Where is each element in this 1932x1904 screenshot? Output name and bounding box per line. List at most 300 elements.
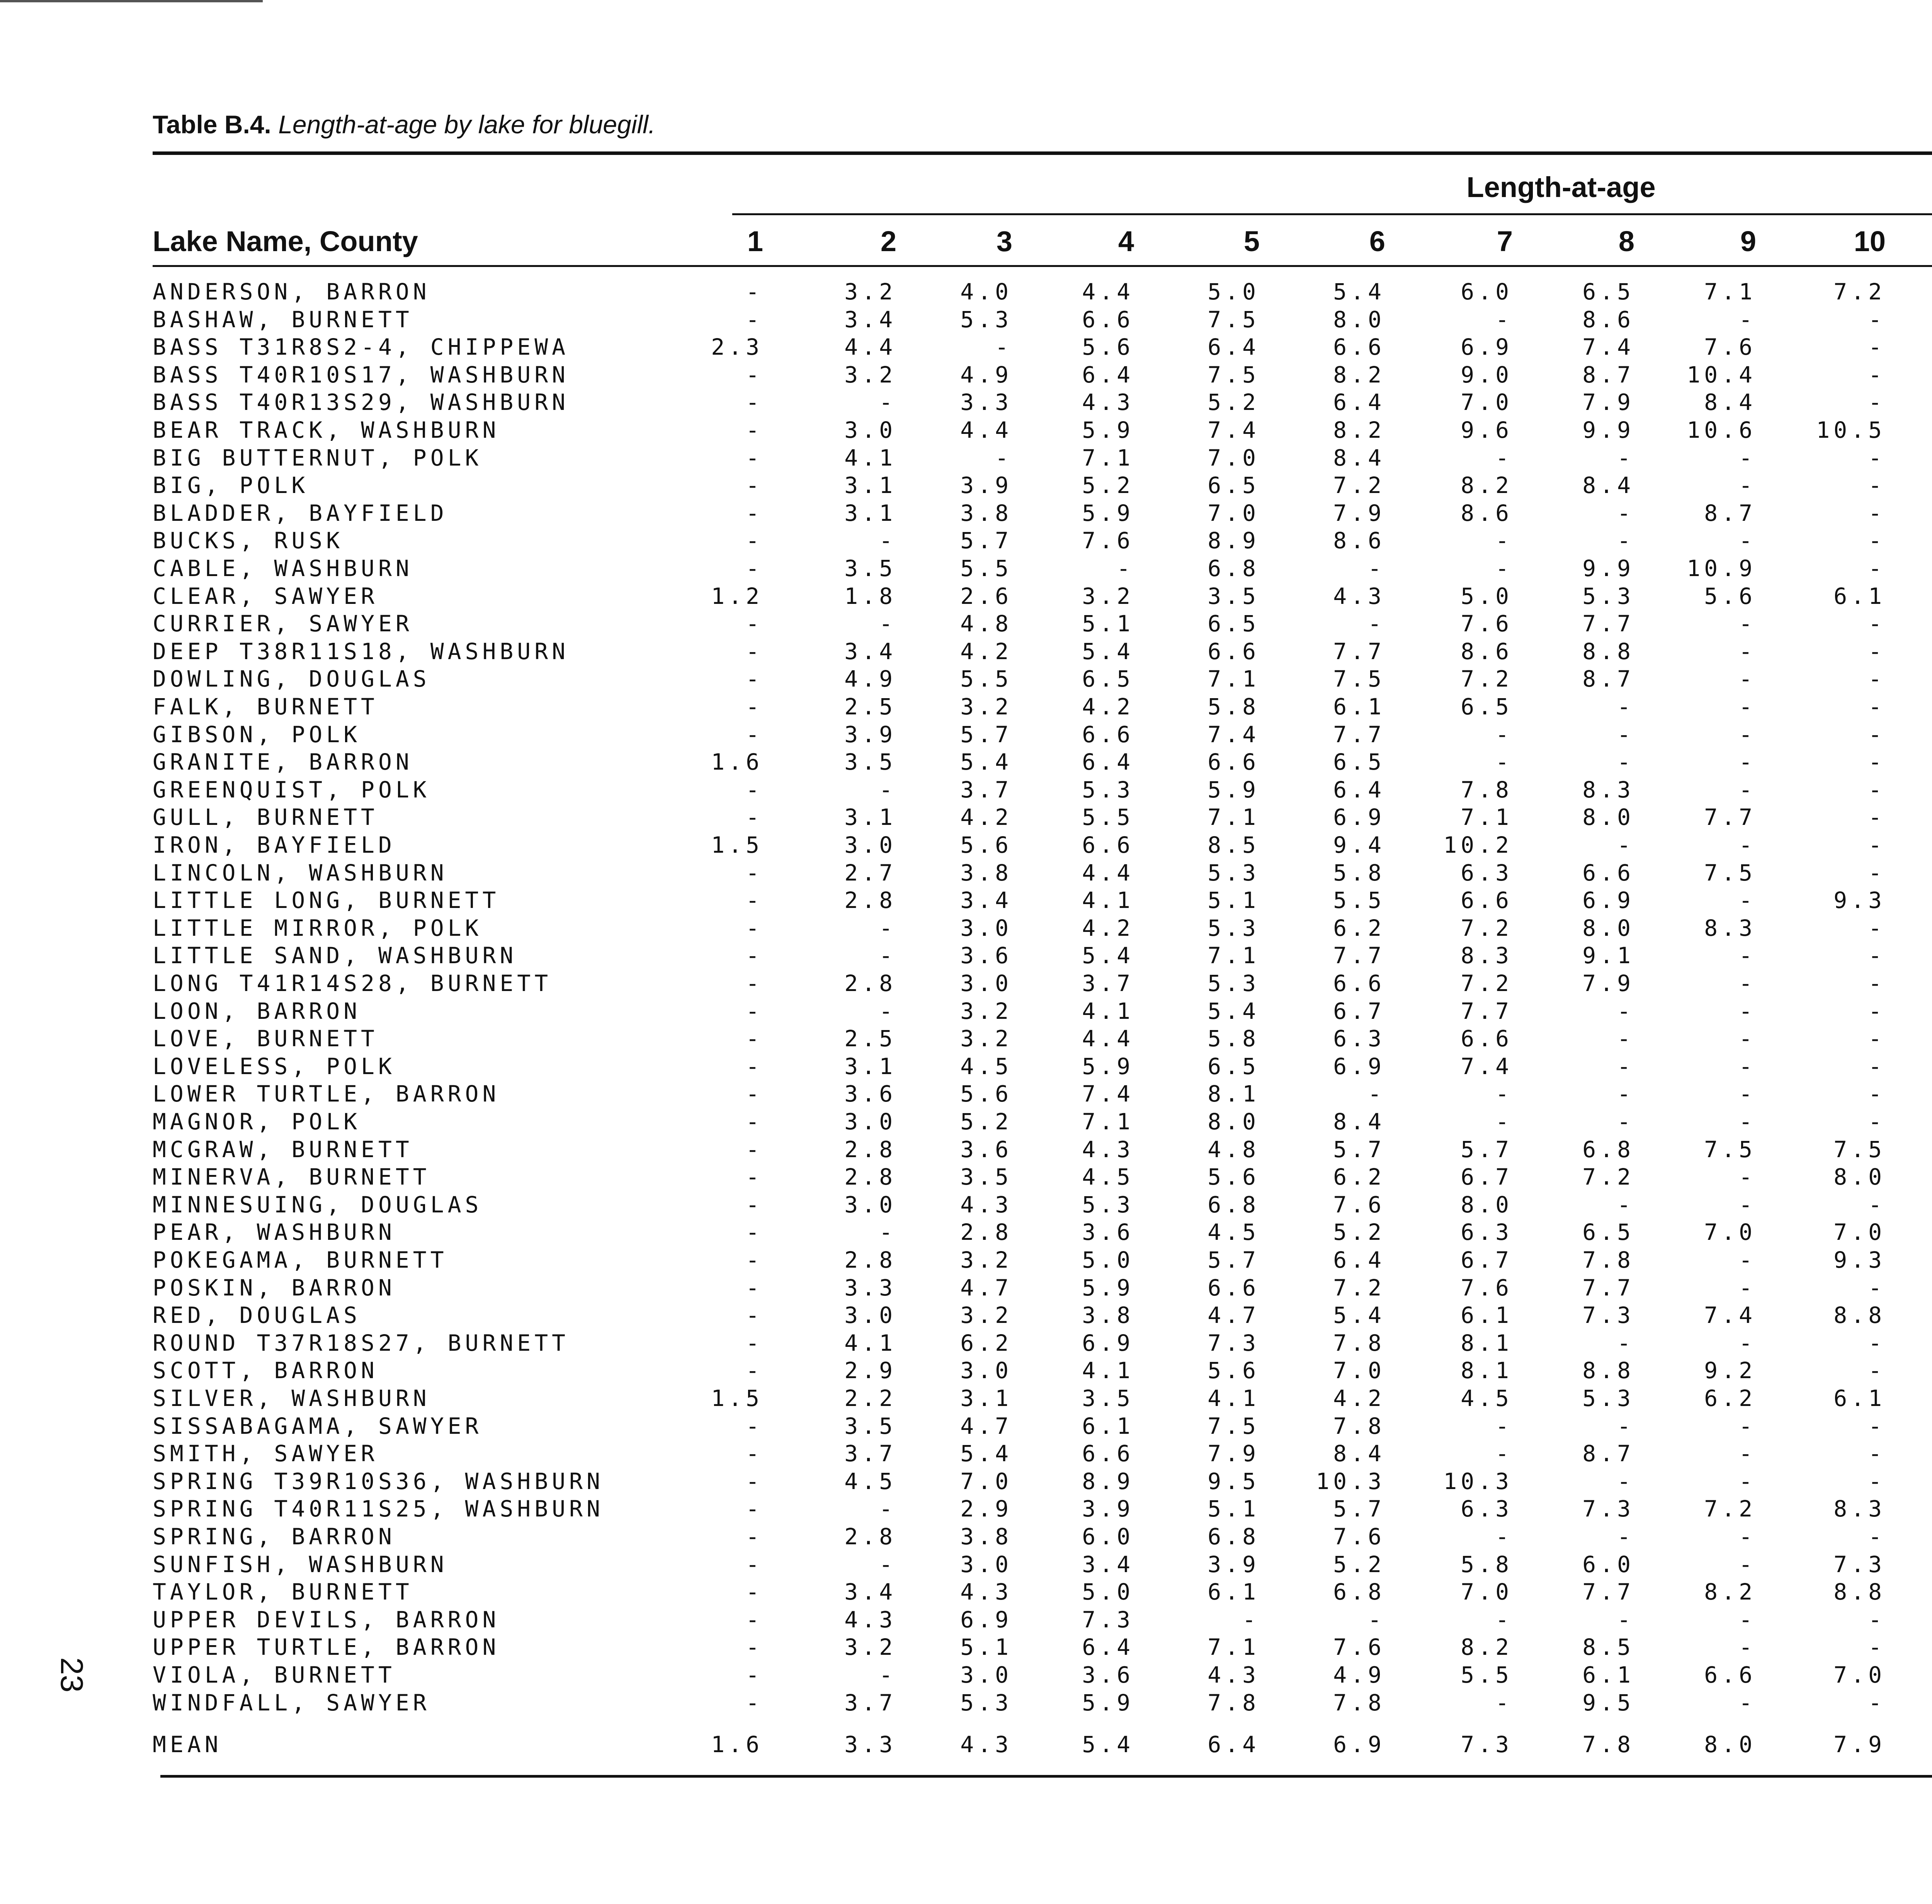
age-10-value: - (1868, 472, 1886, 498)
age-8-value: 8.5 (1582, 1634, 1634, 1660)
age-11-value (1899, 748, 1932, 776)
age-1-value: - (746, 915, 763, 941)
age-11-value (1899, 693, 1932, 721)
age-11-value (1899, 1274, 1932, 1302)
age-10-value: - (1868, 610, 1886, 637)
age-7-value: 9.6 (1461, 417, 1513, 443)
age-9-value: - (1739, 610, 1756, 637)
age-11-value (1899, 1302, 1932, 1329)
age-4-value: 4.4 (1082, 279, 1134, 305)
age-10-value: 6.1 (1833, 1385, 1886, 1411)
age-9-value: - (1739, 472, 1756, 498)
age-3-value: 3.0 (960, 915, 1012, 941)
table-row (0, 1495, 1932, 1523)
age-3-value: 4.9 (960, 362, 1012, 388)
age-8-value: - (1617, 500, 1634, 526)
age-7-value: - (1495, 527, 1513, 554)
age-11-value (1899, 1731, 1932, 1758)
age-2-value: 2.8 (844, 1523, 896, 1550)
age-10-value: - (1868, 749, 1886, 775)
age-7-value: 6.6 (1461, 887, 1513, 913)
age-11-value (1899, 1551, 1932, 1578)
age-8-value: - (1617, 832, 1634, 858)
age-4-value: 3.6 (1082, 1219, 1134, 1245)
age-7-value: 7.2 (1461, 666, 1513, 692)
age-5-value: 5.9 (1208, 777, 1260, 803)
age-2-value: 2.8 (844, 1136, 896, 1163)
age-2-value: 3.6 (844, 1081, 896, 1107)
table-row (0, 333, 1932, 361)
age-3-value: 3.0 (960, 970, 1012, 996)
age-11-value (1899, 278, 1932, 306)
age-10-value: 8.8 (1833, 1579, 1886, 1605)
age-6-value: 6.9 (1333, 1731, 1385, 1758)
age-9-value: 8.7 (1704, 500, 1756, 526)
age-3-value: 5.4 (960, 749, 1012, 775)
age-8-value: 7.7 (1582, 610, 1634, 637)
age-1-value: - (746, 1302, 763, 1328)
age-5-value: 9.5 (1208, 1468, 1260, 1494)
age-4-value: 4.1 (1082, 887, 1134, 913)
table-row (0, 1136, 1932, 1163)
age-4-value: 7.1 (1082, 1108, 1134, 1135)
age-9-value: 8.4 (1704, 389, 1756, 415)
table-row (0, 776, 1932, 804)
age-2-value: 2.8 (844, 1247, 896, 1273)
age-10-value: - (1868, 1468, 1886, 1494)
age-10-value: - (1868, 970, 1886, 996)
table-row (0, 361, 1932, 389)
age-1-value: - (746, 1136, 763, 1163)
age-1-value: - (746, 1192, 763, 1218)
age-7-value: 8.2 (1461, 1634, 1513, 1660)
age-8-value: 8.8 (1582, 638, 1634, 665)
table-row (0, 665, 1932, 693)
table-title: Length-at-age by lake for bluegill. (278, 110, 656, 139)
table-row (0, 915, 1932, 942)
age-1-value: - (746, 1606, 763, 1633)
age-7-value: 6.3 (1461, 1496, 1513, 1522)
age-6-value: 6.3 (1333, 1025, 1385, 1052)
age-4-value: 3.4 (1082, 1551, 1134, 1578)
age-4-value: 6.4 (1082, 362, 1134, 388)
age-3-value: 4.0 (960, 279, 1012, 305)
table-row (0, 278, 1932, 306)
age-5-value: 7.4 (1208, 721, 1260, 748)
age-3-value: 2.8 (960, 1219, 1012, 1245)
age-7-value: 4.5 (1461, 1385, 1513, 1411)
age-6-value: 8.6 (1333, 527, 1385, 554)
age-8-value: 8.6 (1582, 306, 1634, 333)
age-11-value (1899, 1661, 1932, 1689)
age-7-value: 6.6 (1461, 1025, 1513, 1052)
age-7-value: 5.7 (1461, 1136, 1513, 1163)
age-2-value: 3.9 (844, 721, 896, 748)
age-2-value: 2.8 (844, 1164, 896, 1190)
age-9-value: - (1739, 721, 1756, 748)
age-11-value (1899, 1219, 1932, 1246)
lake-name: BIG BUTTERNUT, POLK (153, 445, 483, 471)
age-9-value: 8.0 (1704, 1731, 1756, 1758)
age-4-value: 4.4 (1082, 1025, 1134, 1052)
age-10-value: - (1868, 1440, 1886, 1467)
age-4-value: 8.9 (1082, 1468, 1134, 1494)
lake-name: POSKIN, BARRON (153, 1275, 396, 1301)
age-9-value: - (1739, 887, 1756, 913)
age-header-8: 8 (1618, 225, 1634, 257)
table-row (0, 1468, 1932, 1495)
age-4-value: 3.2 (1082, 583, 1134, 609)
age-4-value: 6.4 (1082, 1634, 1134, 1660)
age-5-value: 5.3 (1208, 860, 1260, 886)
age-1-value: - (746, 1025, 763, 1052)
age-4-value: 5.9 (1082, 500, 1134, 526)
age-6-value: 5.2 (1333, 1219, 1385, 1245)
group-header-rule (732, 213, 1932, 215)
age-2-value: 2.8 (844, 887, 896, 913)
age-8-value: - (1617, 998, 1634, 1024)
age-2-value: 3.0 (844, 417, 896, 443)
age-2-value: 4.1 (844, 1330, 896, 1356)
age-9-value: - (1739, 1551, 1756, 1578)
age-1-value: 1.6 (711, 1731, 763, 1758)
age-4-value: 5.4 (1082, 1731, 1134, 1758)
age-7-value: 9.0 (1461, 362, 1513, 388)
age-8-value: 7.8 (1582, 1731, 1634, 1758)
table-row (0, 1357, 1932, 1384)
age-10-value: - (1868, 306, 1886, 333)
age-3-value: - (995, 334, 1012, 360)
age-10-value: - (1868, 777, 1886, 803)
age-1-value: - (746, 887, 763, 913)
age-11-value (1899, 1246, 1932, 1274)
age-6-value: 6.2 (1333, 1164, 1385, 1190)
age-9-value: 6.6 (1704, 1662, 1756, 1688)
age-11-value (1899, 444, 1932, 472)
age-4-value: 4.2 (1082, 694, 1134, 720)
age-6-value: 5.4 (1333, 1302, 1385, 1328)
age-7-value: 7.0 (1461, 389, 1513, 415)
lake-name: TAYLOR, BURNETT (153, 1579, 413, 1605)
age-8-value: - (1617, 1330, 1634, 1356)
age-7-value: 10.3 (1443, 1468, 1513, 1494)
lake-name: LINCOLN, WASHBURN (153, 860, 448, 886)
age-11-value (1899, 1191, 1932, 1219)
age-11-value (1899, 1634, 1932, 1661)
age-4-value: 3.7 (1082, 970, 1134, 996)
age-6-value: 6.8 (1333, 1579, 1385, 1605)
age-2-value: - (879, 1219, 896, 1245)
age-5-value: 5.2 (1208, 389, 1260, 415)
lake-name: LITTLE MIRROR, POLK (153, 915, 483, 941)
age-10-value: 7.9 (1833, 1731, 1886, 1758)
lake-name: BEAR TRACK, WASHBURN (153, 417, 500, 443)
table-row (0, 1274, 1932, 1302)
lake-name: POKEGAMA, BURNETT (153, 1247, 448, 1273)
age-7-value: 6.7 (1461, 1247, 1513, 1273)
age-9-value: - (1739, 1690, 1756, 1716)
age-8-value: - (1617, 1468, 1634, 1494)
age-9-value: 10.4 (1687, 362, 1756, 388)
lake-name: IRON, BAYFIELD (153, 832, 396, 858)
age-3-value: 5.7 (960, 721, 1012, 748)
lake-name: CLEAR, SAWYER (153, 583, 378, 609)
age-10-value: - (1868, 721, 1886, 748)
age-11-value (1899, 1108, 1932, 1136)
age-1-value: - (746, 1219, 763, 1245)
age-10-value: - (1868, 334, 1886, 360)
age-8-value: 7.8 (1582, 1247, 1634, 1273)
age-8-value: - (1617, 1413, 1634, 1439)
age-3-value: 4.2 (960, 804, 1012, 830)
age-8-value: 8.0 (1582, 915, 1634, 941)
age-1-value: 1.5 (711, 1385, 763, 1411)
age-9-value: 9.2 (1704, 1357, 1756, 1384)
age-8-value: 9.9 (1582, 555, 1634, 581)
age-4-value: 5.3 (1082, 1192, 1134, 1218)
age-1-value: - (746, 804, 763, 830)
table-label: Table B.4. (153, 110, 271, 139)
age-7-value: 6.0 (1461, 279, 1513, 305)
age-11-value (1899, 831, 1932, 859)
age-5-value: 7.5 (1208, 362, 1260, 388)
age-8-value: - (1617, 1523, 1634, 1550)
age-2-value: 2.7 (844, 860, 896, 886)
age-2-value: 4.9 (844, 666, 896, 692)
age-2-value: 4.1 (844, 445, 896, 471)
age-11-value (1899, 1163, 1932, 1191)
age-10-value: - (1868, 555, 1886, 581)
table-caption (153, 109, 655, 140)
age-4-value: 5.4 (1082, 638, 1134, 665)
age-3-value: 3.8 (960, 1523, 1012, 1550)
table-top-rule (153, 151, 1932, 155)
age-9-value: - (1739, 1413, 1756, 1439)
age-8-value: 8.7 (1582, 666, 1634, 692)
age-7-value: - (1495, 1108, 1513, 1135)
age-3-value: 3.6 (960, 1136, 1012, 1163)
age-8-value: 6.0 (1582, 1551, 1634, 1578)
table-row (0, 1302, 1932, 1329)
age-7-value: 7.3 (1461, 1731, 1513, 1758)
age-7-value: 7.4 (1461, 1053, 1513, 1080)
age-7-value: 6.9 (1461, 334, 1513, 360)
age-3-value: 6.9 (960, 1606, 1012, 1633)
lake-name: BASS T31R8S2-4, CHIPPEWA (153, 334, 570, 360)
lake-name: MCGRAW, BURNETT (153, 1136, 413, 1163)
lake-name: SPRING T40R11S25, WASHBURN (153, 1496, 604, 1522)
age-5-value: 6.6 (1208, 638, 1260, 665)
table-row (0, 1053, 1932, 1080)
age-3-value: 5.2 (960, 1108, 1012, 1135)
age-1-value: - (746, 472, 763, 498)
age-7-value: 6.7 (1461, 1164, 1513, 1190)
table-row (0, 1440, 1932, 1467)
age-10-value: - (1868, 445, 1886, 471)
age-8-value: 7.7 (1582, 1579, 1634, 1605)
age-9-value: 7.7 (1704, 804, 1756, 830)
age-2-value: 2.2 (844, 1385, 896, 1411)
age-9-value: 7.5 (1704, 860, 1756, 886)
table-row (0, 583, 1932, 610)
age-9-value: - (1739, 1606, 1756, 1633)
age-2-value: 3.4 (844, 306, 896, 333)
age-2-value: 3.2 (844, 279, 896, 305)
age-8-value: 8.7 (1582, 1440, 1634, 1467)
age-7-value: 8.0 (1461, 1192, 1513, 1218)
age-1-value: - (746, 306, 763, 333)
age-10-value: - (1868, 666, 1886, 692)
table-row (0, 1163, 1932, 1191)
age-1-value: - (746, 1523, 763, 1550)
age-7-value: 6.5 (1461, 694, 1513, 720)
age-11-value (1899, 721, 1932, 748)
age-11-value (1899, 1495, 1932, 1523)
age-9-value: 7.2 (1704, 1496, 1756, 1522)
lake-name: CABLE, WASHBURN (153, 555, 413, 581)
age-10-value: 8.3 (1833, 1496, 1886, 1522)
age-10-value: 7.2 (1833, 279, 1886, 305)
age-11-value (1899, 998, 1932, 1025)
age-9-value: - (1739, 749, 1756, 775)
age-6-value: 7.6 (1333, 1192, 1385, 1218)
table-row (0, 416, 1932, 444)
age-10-value: - (1868, 942, 1886, 969)
age-5-value: 3.9 (1208, 1551, 1260, 1578)
age-6-value: 4.3 (1333, 583, 1385, 609)
age-3-value: 5.6 (960, 1081, 1012, 1107)
age-2-value: 3.3 (844, 1731, 896, 1758)
age-2-value: 3.1 (844, 804, 896, 830)
age-5-value: 6.1 (1208, 1579, 1260, 1605)
age-9-value: 10.9 (1687, 555, 1756, 581)
age-5-value: 5.3 (1208, 970, 1260, 996)
age-8-value: 7.9 (1582, 389, 1634, 415)
age-6-value: 5.4 (1333, 279, 1385, 305)
age-6-value: 7.6 (1333, 1634, 1385, 1660)
age-9-value: - (1739, 527, 1756, 554)
table-row (0, 1523, 1932, 1550)
age-header-3: 3 (996, 225, 1012, 257)
lake-name: GREENQUIST, POLK (153, 777, 430, 803)
age-5-value: 8.0 (1208, 1108, 1260, 1135)
lake-name: BLADDER, BAYFIELD (153, 500, 448, 526)
age-1-value: - (746, 500, 763, 526)
table-row (0, 1329, 1932, 1357)
age-10-value: 8.8 (1833, 1302, 1886, 1328)
age-4-value: 6.6 (1082, 1440, 1134, 1467)
table-row (0, 970, 1932, 997)
age-3-value: 4.7 (960, 1413, 1012, 1439)
age-11-value (1899, 1053, 1932, 1080)
age-9-value: - (1739, 942, 1756, 969)
age-9-value: 7.6 (1704, 334, 1756, 360)
table-row (0, 555, 1932, 582)
age-2-value: - (879, 389, 896, 415)
age-6-value: 7.7 (1333, 942, 1385, 969)
age-6-value: 6.5 (1333, 749, 1385, 775)
age-3-value: 3.2 (960, 998, 1012, 1024)
age-11-value (1899, 1578, 1932, 1606)
age-9-value: - (1739, 1081, 1756, 1107)
age-3-value: 3.2 (960, 1247, 1012, 1273)
age-1-value: - (746, 610, 763, 637)
age-6-value: 10.3 (1316, 1468, 1385, 1494)
age-4-value: 4.3 (1082, 1136, 1134, 1163)
age-8-value: 6.8 (1582, 1136, 1634, 1163)
age-7-value: 8.3 (1461, 942, 1513, 969)
age-1-value: - (746, 389, 763, 415)
age-9-value: 10.6 (1687, 417, 1756, 443)
age-3-value: 5.6 (960, 832, 1012, 858)
lake-name: LOWER TURTLE, BARRON (153, 1081, 500, 1107)
age-7-value: 8.1 (1461, 1330, 1513, 1356)
age-11-value (1899, 333, 1932, 361)
lake-name: GRANITE, BARRON (153, 749, 413, 775)
age-11-value (1899, 1385, 1932, 1412)
age-11-value (1899, 776, 1932, 804)
age-3-value: 3.8 (960, 860, 1012, 886)
age-4-value: 6.1 (1082, 1413, 1134, 1439)
age-11-value (1899, 500, 1932, 527)
age-10-value: - (1868, 694, 1886, 720)
age-10-value: - (1868, 500, 1886, 526)
mean-row (0, 1731, 1932, 1758)
lake-name: LOON, BARRON (153, 998, 361, 1024)
table-row (0, 1661, 1932, 1689)
age-8-value: 6.5 (1582, 1219, 1634, 1245)
age-1-value: - (746, 555, 763, 581)
age-6-value: 7.2 (1333, 1275, 1385, 1301)
age-1-value: - (746, 1081, 763, 1107)
table-row (0, 942, 1932, 969)
age-4-value: 4.4 (1082, 860, 1134, 886)
age-5-value: 4.1 (1208, 1385, 1260, 1411)
age-7-value: 7.2 (1461, 970, 1513, 996)
table-row (0, 1219, 1932, 1246)
age-10-value: - (1868, 1606, 1886, 1633)
age-8-value: 5.3 (1582, 1385, 1634, 1411)
age-header-7: 7 (1497, 225, 1513, 257)
age-4-value: 6.0 (1082, 1523, 1134, 1550)
age-4-value: 5.5 (1082, 804, 1134, 830)
age-4-value: 5.9 (1082, 1275, 1134, 1301)
age-10-value: 10.5 (1816, 417, 1886, 443)
age-11-value (1899, 1080, 1932, 1108)
age-9-value: - (1739, 1275, 1756, 1301)
age-3-value: 4.8 (960, 610, 1012, 637)
age-3-value: 2.9 (960, 1496, 1012, 1522)
age-1-value: - (746, 445, 763, 471)
age-7-value: 7.6 (1461, 1275, 1513, 1301)
age-6-value: 9.4 (1333, 832, 1385, 858)
age-9-value: - (1739, 666, 1756, 692)
age-1-value: - (746, 1579, 763, 1605)
age-9-value: - (1739, 1468, 1756, 1494)
age-4-value: 5.2 (1082, 472, 1134, 498)
age-3-value: 3.2 (960, 1025, 1012, 1052)
lake-name: LOVELESS, POLK (153, 1053, 396, 1080)
age-3-value: 5.7 (960, 527, 1012, 554)
age-11-value (1899, 1468, 1932, 1495)
age-5-value: 7.1 (1208, 1634, 1260, 1660)
age-8-value: 9.1 (1582, 942, 1634, 969)
age-7-value: - (1495, 1606, 1513, 1633)
age-6-value: 7.8 (1333, 1413, 1385, 1439)
age-10-value: - (1868, 638, 1886, 665)
age-3-value: 3.3 (960, 389, 1012, 415)
age-10-value: - (1868, 832, 1886, 858)
